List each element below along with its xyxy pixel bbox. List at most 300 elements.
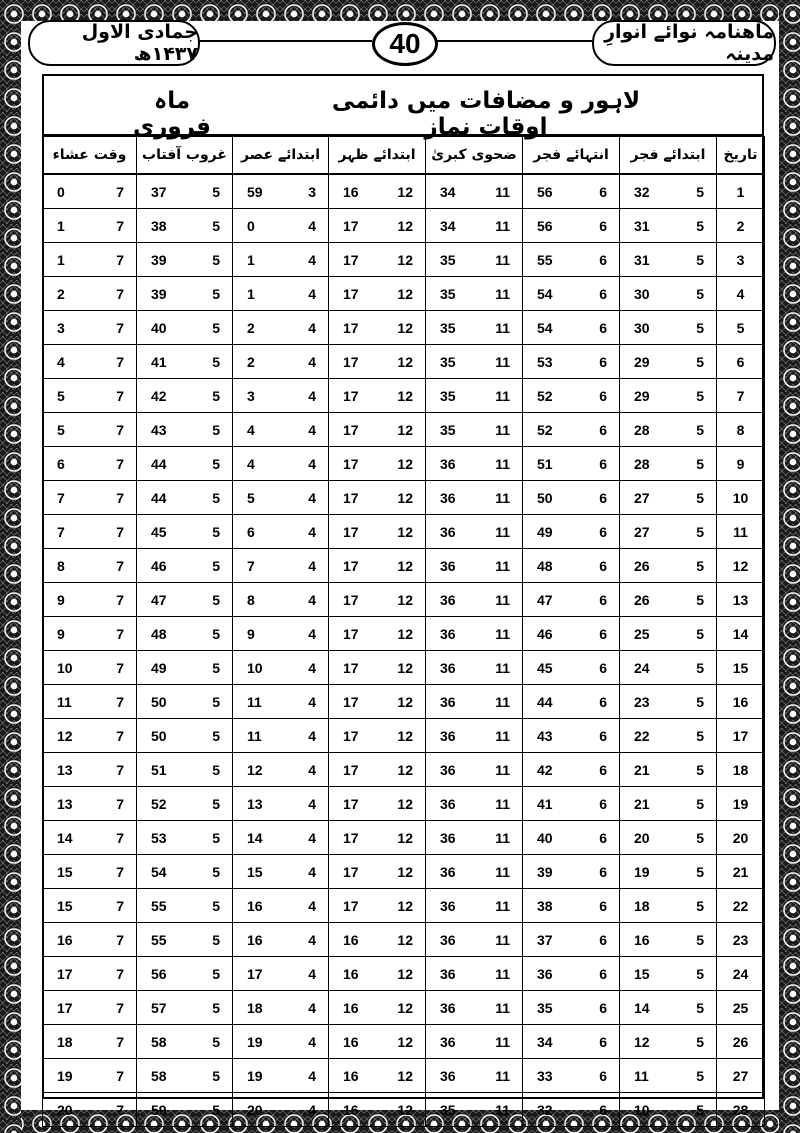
hours-value: 6	[599, 557, 607, 574]
time-cell-zuhr	[329, 1025, 426, 1059]
prayer-times-table	[42, 136, 765, 1127]
table-row	[43, 753, 765, 787]
time-cell-zuhr	[329, 583, 426, 617]
hours-value: 4	[308, 795, 316, 812]
minutes-value: 45	[537, 659, 553, 676]
minutes-value: 20	[247, 1101, 263, 1118]
time-cell-sunset	[137, 685, 233, 719]
hours-value: 12	[397, 1101, 413, 1118]
minutes-value: 16	[343, 183, 359, 200]
date-cell: 1	[717, 174, 765, 209]
hours-value: 7	[116, 931, 124, 948]
minutes-value: 16	[57, 931, 73, 948]
hours-value: 5	[696, 285, 704, 302]
time-cell-asr	[233, 311, 329, 345]
hours-value: 7	[116, 897, 124, 914]
time-cell-fajr-end	[523, 243, 620, 277]
time-cell-asr	[233, 1059, 329, 1093]
hours-value: 6	[599, 829, 607, 846]
date-cell: 28	[717, 1093, 765, 1127]
hours-value: 12	[397, 251, 413, 268]
minutes-value: 15	[247, 863, 263, 880]
hours-value: 5	[212, 727, 220, 744]
time-cell-asr	[233, 515, 329, 549]
minutes-value: 26	[634, 557, 650, 574]
minutes-value: 17	[343, 829, 359, 846]
time-cell-zahwa	[426, 957, 523, 991]
time-cell-fajr-end	[523, 923, 620, 957]
minutes-value: 51	[537, 455, 553, 472]
hours-value: 11	[495, 931, 510, 948]
time-cell-fajr-start	[620, 174, 717, 209]
hours-value: 4	[308, 999, 316, 1016]
table-row	[43, 447, 765, 481]
hours-value: 6	[599, 1067, 607, 1084]
hours-value: 11	[495, 659, 510, 676]
time-cell-fajr-end	[523, 549, 620, 583]
minutes-value: 31	[634, 217, 650, 234]
time-cell-asr	[233, 243, 329, 277]
hours-value: 5	[696, 795, 704, 812]
time-cell-isha	[43, 345, 137, 379]
minutes-value: 10	[57, 659, 73, 676]
hours-value: 7	[116, 829, 124, 846]
table-row	[43, 311, 765, 345]
hours-value: 11	[495, 1033, 510, 1050]
hours-value: 5	[696, 1067, 704, 1084]
minutes-value: 36	[440, 625, 456, 642]
minutes-value: 8	[57, 557, 65, 574]
minutes-value: 17	[343, 523, 359, 540]
hours-value: 12	[397, 557, 413, 574]
col-fajr-start: ابتدائے فجر	[620, 137, 717, 175]
hours-value: 7	[116, 387, 124, 404]
time-cell-asr	[233, 685, 329, 719]
minutes-value: 11	[247, 727, 262, 744]
hijri-date-label: جمادی الاول ۱۴۳۷ھ	[28, 20, 200, 66]
hours-value: 5	[212, 217, 220, 234]
minutes-value: 14	[247, 829, 263, 846]
table-row	[43, 617, 765, 651]
time-cell-sunset	[137, 651, 233, 685]
time-cell-isha	[43, 277, 137, 311]
hours-value: 4	[308, 659, 316, 676]
time-cell-zahwa	[426, 651, 523, 685]
minutes-value: 17	[247, 965, 263, 982]
minutes-value: 56	[537, 183, 553, 200]
hours-value: 5	[212, 1101, 220, 1118]
hours-value: 12	[397, 999, 413, 1016]
hours-value: 5	[696, 455, 704, 472]
minutes-value: 2	[57, 285, 65, 302]
hours-value: 12	[397, 455, 413, 472]
hours-value: 11	[495, 489, 510, 506]
hours-value: 5	[212, 489, 220, 506]
minutes-value: 41	[151, 353, 167, 370]
hours-value: 6	[599, 183, 607, 200]
hours-value: 5	[212, 285, 220, 302]
time-cell-asr	[233, 957, 329, 991]
time-cell-zuhr	[329, 277, 426, 311]
minutes-value: 44	[151, 455, 167, 472]
hours-value: 5	[212, 1067, 220, 1084]
minutes-value: 24	[634, 659, 650, 676]
hours-value: 11	[495, 625, 510, 642]
hours-value: 4	[308, 965, 316, 982]
minutes-value: 17	[343, 795, 359, 812]
hours-value: 7	[116, 1067, 124, 1084]
hours-value: 12	[397, 319, 413, 336]
table-row	[43, 583, 765, 617]
time-cell-sunset	[137, 1059, 233, 1093]
table-row	[43, 991, 765, 1025]
hours-value: 11	[495, 965, 510, 982]
minutes-value: 55	[537, 251, 553, 268]
time-cell-zahwa	[426, 1093, 523, 1127]
hours-value: 5	[212, 387, 220, 404]
col-fajr-end: انتہائے فجر	[523, 137, 620, 175]
hours-value: 5	[696, 353, 704, 370]
hours-value: 5	[696, 999, 704, 1016]
time-cell-fajr-start	[620, 549, 717, 583]
time-cell-asr	[233, 174, 329, 209]
time-cell-zuhr	[329, 345, 426, 379]
minutes-value: 11	[247, 693, 262, 710]
time-cell-fajr-start	[620, 991, 717, 1025]
hours-value: 6	[599, 387, 607, 404]
minutes-value: 39	[151, 251, 167, 268]
time-cell-sunset	[137, 1093, 233, 1127]
time-cell-sunset	[137, 243, 233, 277]
time-cell-fajr-end	[523, 651, 620, 685]
minutes-value: 17	[343, 455, 359, 472]
time-cell-sunset	[137, 447, 233, 481]
date-cell: 20	[717, 821, 765, 855]
minutes-value: 46	[151, 557, 167, 574]
hours-value: 5	[696, 523, 704, 540]
hours-value: 4	[308, 693, 316, 710]
minutes-value: 19	[634, 863, 650, 880]
hours-value: 7	[116, 217, 124, 234]
hours-value: 6	[599, 965, 607, 982]
hours-value: 5	[696, 625, 704, 642]
time-cell-sunset	[137, 174, 233, 209]
time-cell-zuhr	[329, 651, 426, 685]
time-cell-fajr-end	[523, 889, 620, 923]
minutes-value: 17	[57, 965, 73, 982]
time-cell-isha	[43, 447, 137, 481]
hours-value: 11	[495, 387, 510, 404]
time-cell-zuhr	[329, 447, 426, 481]
hours-value: 4	[308, 285, 316, 302]
hours-value: 5	[696, 217, 704, 234]
hours-value: 5	[696, 761, 704, 778]
time-cell-zahwa	[426, 447, 523, 481]
hours-value: 5	[696, 183, 704, 200]
minutes-value: 35	[440, 421, 456, 438]
time-cell-fajr-start	[620, 345, 717, 379]
hours-value: 7	[116, 421, 124, 438]
time-cell-zahwa	[426, 787, 523, 821]
minutes-value: 1	[247, 285, 255, 302]
hours-value: 12	[397, 285, 413, 302]
hours-value: 12	[397, 863, 413, 880]
hours-value: 12	[397, 795, 413, 812]
time-cell-sunset	[137, 821, 233, 855]
hours-value: 5	[696, 319, 704, 336]
time-cell-isha	[43, 821, 137, 855]
hours-value: 12	[397, 1067, 413, 1084]
table-row	[43, 855, 765, 889]
minutes-value: 16	[343, 1101, 359, 1118]
hours-value: 6	[599, 693, 607, 710]
hours-value: 5	[212, 455, 220, 472]
table-row	[43, 685, 765, 719]
hours-value: 5	[212, 251, 220, 268]
time-cell-zuhr	[329, 617, 426, 651]
hours-value: 5	[696, 897, 704, 914]
minutes-value: 36	[440, 489, 456, 506]
hours-value: 7	[116, 727, 124, 744]
hours-value: 5	[696, 863, 704, 880]
time-cell-asr	[233, 753, 329, 787]
header-rule-right	[432, 40, 592, 42]
minutes-value: 26	[634, 591, 650, 608]
hours-value: 6	[599, 931, 607, 948]
time-cell-zuhr	[329, 855, 426, 889]
hours-value: 11	[495, 217, 510, 234]
hours-value: 12	[397, 1033, 413, 1050]
time-cell-isha	[43, 719, 137, 753]
hours-value: 4	[308, 1101, 316, 1118]
hours-value: 5	[696, 727, 704, 744]
minutes-value: 5	[247, 489, 255, 506]
hours-value: 11	[495, 591, 510, 608]
hours-value: 12	[397, 387, 413, 404]
time-cell-zuhr	[329, 787, 426, 821]
minutes-value: 49	[537, 523, 553, 540]
minutes-value: 36	[537, 965, 553, 982]
minutes-value: 55	[151, 931, 167, 948]
time-cell-asr	[233, 277, 329, 311]
minutes-value: 20	[634, 829, 650, 846]
time-cell-zahwa	[426, 379, 523, 413]
minutes-value: 54	[537, 285, 553, 302]
minutes-value: 42	[151, 387, 167, 404]
minutes-value: 8	[247, 591, 255, 608]
hours-value: 4	[308, 251, 316, 268]
minutes-value: 36	[440, 897, 456, 914]
minutes-value: 17	[343, 319, 359, 336]
time-cell-isha	[43, 413, 137, 447]
time-cell-zahwa	[426, 243, 523, 277]
minutes-value: 12	[57, 727, 73, 744]
col-sunset: غروب آفتاب	[137, 137, 233, 175]
time-cell-sunset	[137, 719, 233, 753]
time-cell-fajr-start	[620, 447, 717, 481]
minutes-value: 50	[151, 727, 167, 744]
time-cell-fajr-end	[523, 617, 620, 651]
date-cell: 23	[717, 923, 765, 957]
time-cell-zahwa	[426, 1025, 523, 1059]
date-cell: 4	[717, 277, 765, 311]
minutes-value: 36	[440, 965, 456, 982]
ornamental-border-left	[0, 0, 21, 1133]
hours-value: 4	[308, 625, 316, 642]
time-cell-sunset	[137, 209, 233, 243]
hours-value: 7	[116, 625, 124, 642]
minutes-value: 25	[634, 625, 650, 642]
minutes-value: 17	[343, 353, 359, 370]
time-cell-sunset	[137, 1025, 233, 1059]
minutes-value: 36	[440, 523, 456, 540]
hours-value: 12	[397, 183, 413, 200]
date-cell: 18	[717, 753, 765, 787]
minutes-value: 19	[247, 1067, 263, 1084]
time-cell-zuhr	[329, 719, 426, 753]
minutes-value: 3	[247, 387, 255, 404]
col-asr: ابتدائے عصر	[233, 137, 329, 175]
time-cell-zuhr	[329, 889, 426, 923]
hours-value: 6	[599, 319, 607, 336]
time-cell-zuhr	[329, 311, 426, 345]
time-cell-zahwa	[426, 821, 523, 855]
minutes-value: 6	[57, 455, 65, 472]
time-cell-fajr-start	[620, 889, 717, 923]
table-row	[43, 515, 765, 549]
table-row	[43, 889, 765, 923]
minutes-value: 1	[57, 217, 65, 234]
minutes-value: 15	[57, 863, 73, 880]
table-row	[43, 719, 765, 753]
table-title: لاہور و مضافات میں دائمی اوقات نماز	[331, 88, 641, 140]
hours-value: 6	[599, 591, 607, 608]
minutes-value: 27	[634, 489, 650, 506]
hours-value: 11	[495, 455, 510, 472]
minutes-value: 17	[343, 897, 359, 914]
hours-value: 5	[212, 421, 220, 438]
minutes-value: 3	[57, 319, 65, 336]
minutes-value: 20	[57, 1101, 73, 1118]
hours-value: 11	[495, 421, 510, 438]
minutes-value: 1	[57, 251, 65, 268]
minutes-value: 12	[247, 761, 263, 778]
time-cell-fajr-start	[620, 617, 717, 651]
hours-value: 11	[495, 795, 510, 812]
hours-value: 4	[308, 863, 316, 880]
hours-value: 7	[116, 693, 124, 710]
hours-value: 7	[116, 1101, 124, 1118]
minutes-value: 17	[343, 251, 359, 268]
table-row	[43, 549, 765, 583]
minutes-value: 19	[247, 1033, 263, 1050]
minutes-value: 56	[537, 217, 553, 234]
minutes-value: 35	[440, 387, 456, 404]
hours-value: 7	[116, 1033, 124, 1050]
time-cell-fajr-start	[620, 311, 717, 345]
hours-value: 5	[212, 863, 220, 880]
ornamental-border-top	[0, 0, 800, 21]
time-cell-isha	[43, 311, 137, 345]
minutes-value: 35	[440, 285, 456, 302]
minutes-value: 17	[343, 285, 359, 302]
hours-value: 6	[599, 489, 607, 506]
hours-value: 12	[397, 421, 413, 438]
minutes-value: 57	[151, 999, 167, 1016]
minutes-value: 18	[634, 897, 650, 914]
minutes-value: 55	[151, 897, 167, 914]
minutes-value: 4	[247, 421, 255, 438]
minutes-value: 36	[440, 1033, 456, 1050]
hours-value: 5	[212, 659, 220, 676]
time-cell-zahwa	[426, 481, 523, 515]
hours-value: 5	[212, 897, 220, 914]
date-cell: 7	[717, 379, 765, 413]
minutes-value: 13	[247, 795, 263, 812]
time-cell-sunset	[137, 889, 233, 923]
time-cell-fajr-end	[523, 685, 620, 719]
table-row	[43, 1093, 765, 1127]
minutes-value: 4	[57, 353, 65, 370]
time-cell-fajr-end	[523, 345, 620, 379]
time-cell-zuhr	[329, 515, 426, 549]
minutes-value: 49	[151, 659, 167, 676]
hours-value: 6	[599, 455, 607, 472]
hours-value: 6	[599, 251, 607, 268]
minutes-value: 35	[440, 251, 456, 268]
time-cell-asr	[233, 787, 329, 821]
hours-value: 5	[212, 999, 220, 1016]
time-cell-zahwa	[426, 549, 523, 583]
minutes-value: 54	[537, 319, 553, 336]
time-cell-fajr-end	[523, 719, 620, 753]
time-cell-zahwa	[426, 209, 523, 243]
hours-value: 4	[308, 455, 316, 472]
hours-value: 11	[495, 285, 510, 302]
time-cell-fajr-end	[523, 515, 620, 549]
time-cell-isha	[43, 957, 137, 991]
date-cell: 9	[717, 447, 765, 481]
hours-value: 4	[308, 591, 316, 608]
minutes-value: 2	[247, 353, 255, 370]
minutes-value: 18	[247, 999, 263, 1016]
minutes-value: 19	[57, 1067, 73, 1084]
time-cell-asr	[233, 1025, 329, 1059]
date-cell: 12	[717, 549, 765, 583]
time-cell-fajr-end	[523, 481, 620, 515]
minutes-value: 36	[440, 931, 456, 948]
time-cell-asr	[233, 651, 329, 685]
minutes-value: 34	[440, 183, 456, 200]
time-cell-fajr-end	[523, 174, 620, 209]
date-cell: 27	[717, 1059, 765, 1093]
hours-value: 5	[696, 1033, 704, 1050]
time-cell-zahwa	[426, 617, 523, 651]
minutes-value: 16	[343, 1033, 359, 1050]
time-cell-zuhr	[329, 923, 426, 957]
time-cell-fajr-end	[523, 311, 620, 345]
table-row	[43, 651, 765, 685]
table-header-row	[43, 137, 765, 175]
hours-value: 7	[116, 353, 124, 370]
time-cell-asr	[233, 481, 329, 515]
hours-value: 11	[495, 251, 510, 268]
time-cell-sunset	[137, 549, 233, 583]
minutes-value: 52	[537, 421, 553, 438]
time-cell-fajr-end	[523, 1025, 620, 1059]
hours-value: 12	[397, 965, 413, 982]
time-cell-fajr-end	[523, 583, 620, 617]
